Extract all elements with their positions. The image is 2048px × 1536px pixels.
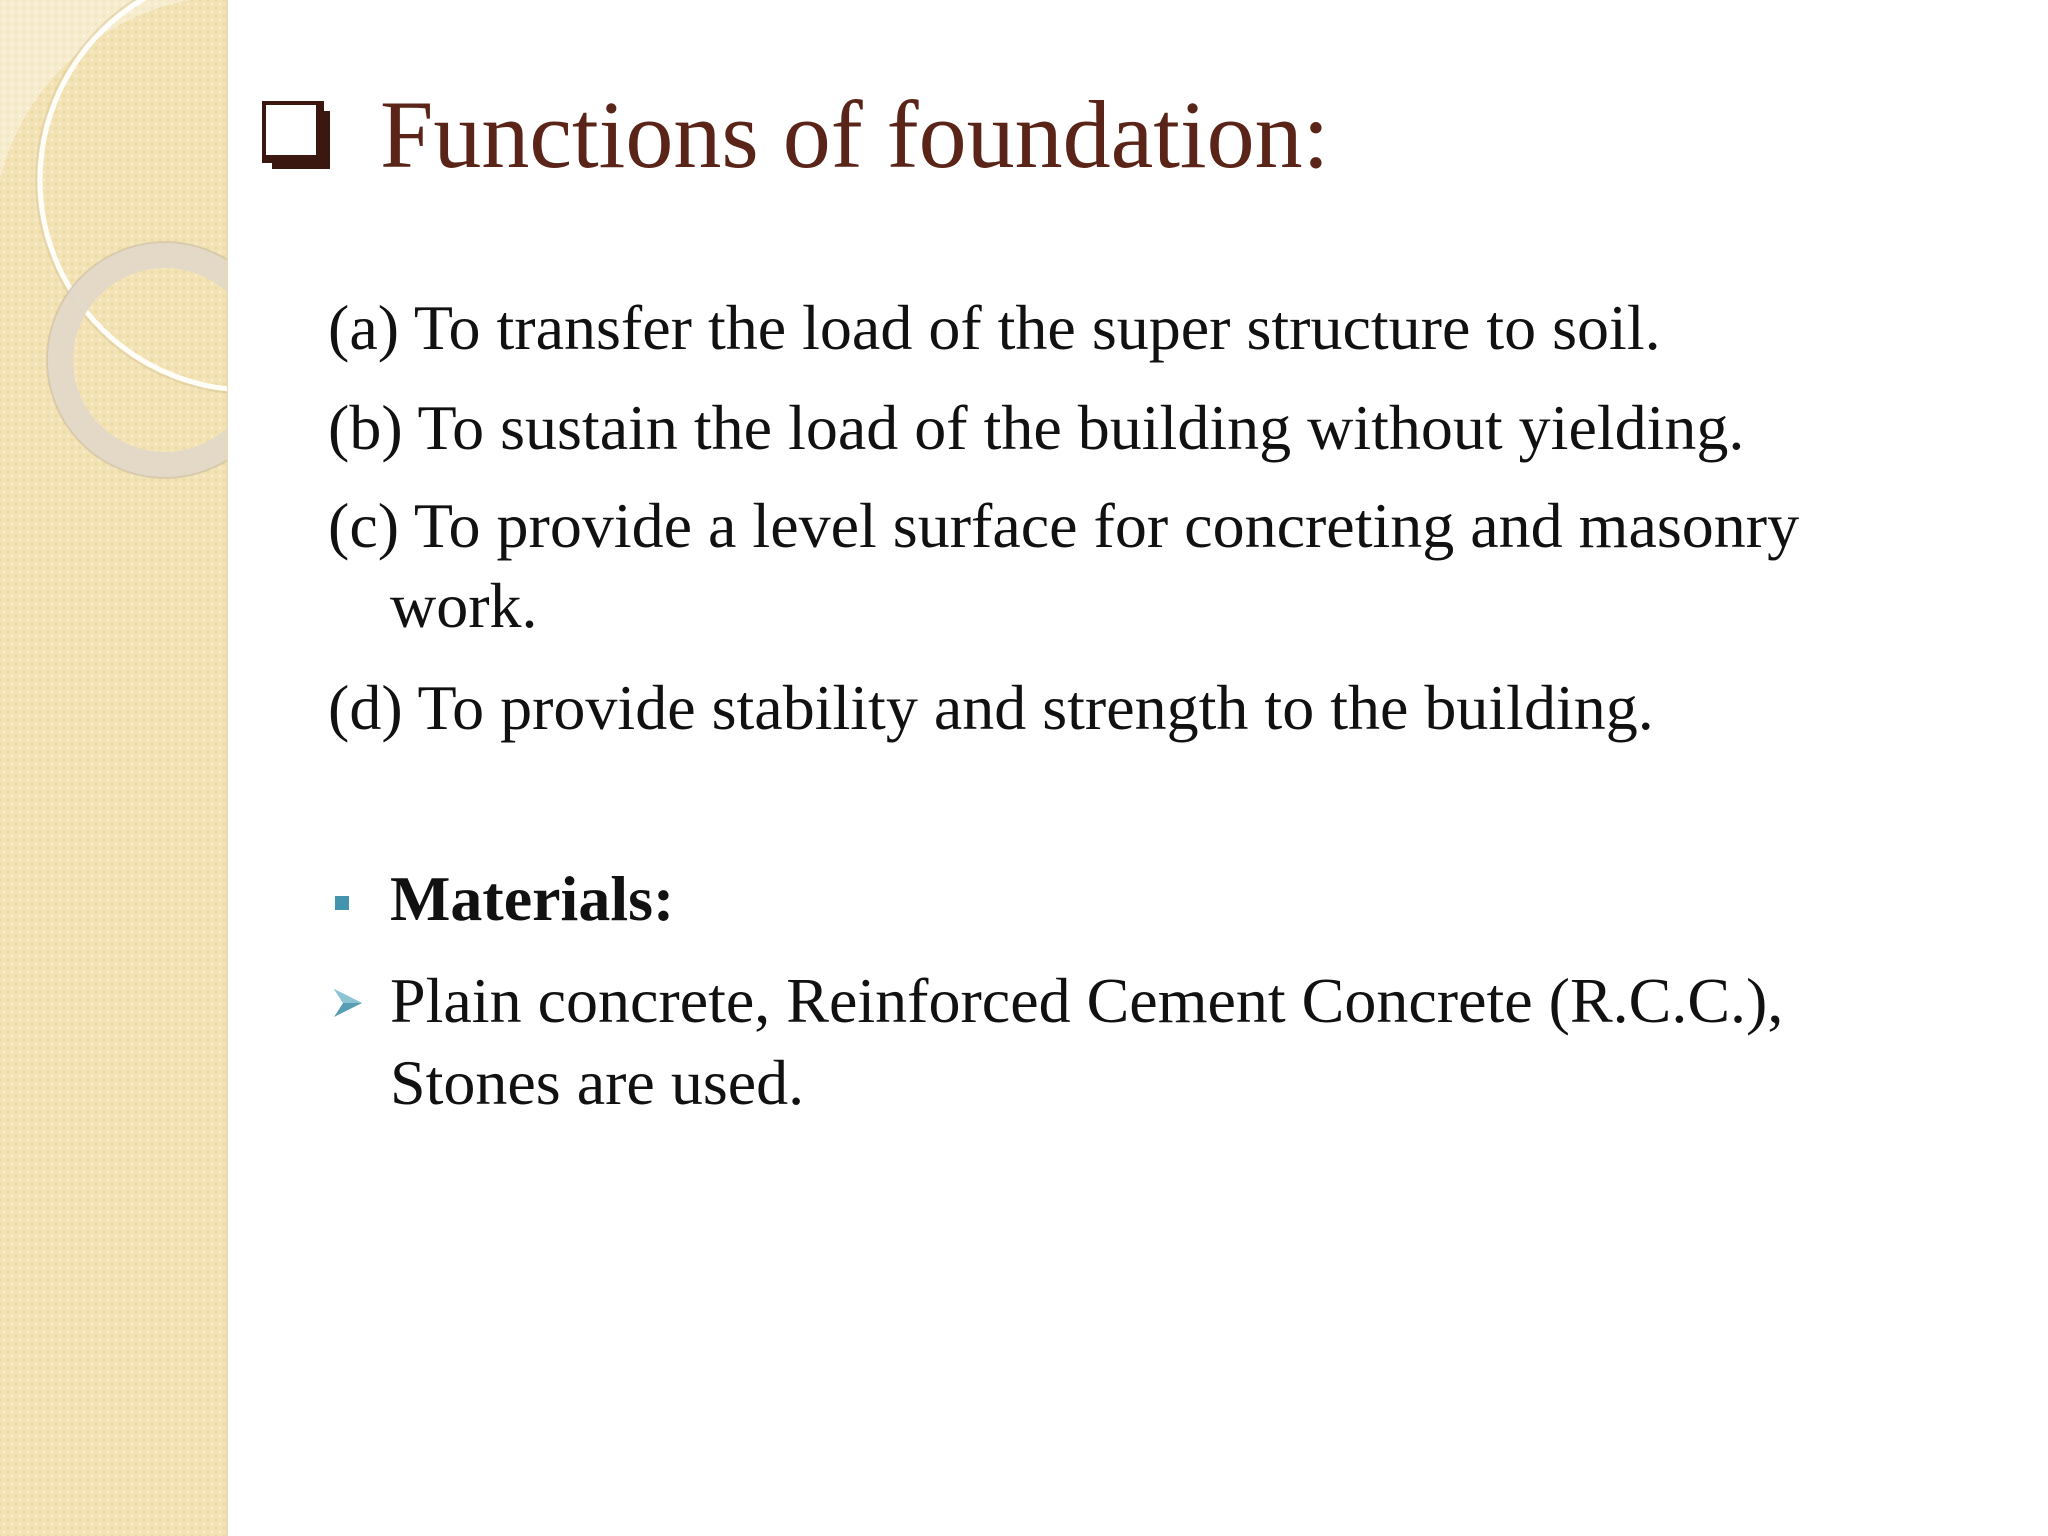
function-item-a xyxy=(328,288,1661,368)
function-item-text: (a) To transfer the load of the super structure to soil. xyxy=(328,292,1661,363)
materials-heading: Materials: xyxy=(390,863,675,934)
function-item-text: (c) To provide a level surface for concreting and masonry xyxy=(328,490,1800,561)
materials-line: Stones are used. xyxy=(390,1047,805,1118)
title-row xyxy=(262,70,1329,200)
arrow-bullet-icon xyxy=(331,986,365,1020)
function-item-b xyxy=(328,388,1744,468)
function-item-text: (d) To provide stability and strength to the building. xyxy=(328,672,1654,743)
materials-description xyxy=(390,960,1783,1124)
page-title: Functions of foundation: xyxy=(380,81,1330,188)
hollow-square-checkbox-icon xyxy=(262,101,330,169)
function-item-text-continued: work. xyxy=(390,570,538,641)
square-bullet-icon xyxy=(335,896,349,910)
decorative-rings xyxy=(0,0,240,520)
function-item-d xyxy=(328,668,1654,748)
materials-line: Plain concrete, Reinforced Cement Concrete (R.C.C.), xyxy=(390,965,1784,1036)
function-item-text: (b) To sustain the load of the building without yielding. xyxy=(328,392,1745,463)
function-item-c xyxy=(328,486,1799,646)
